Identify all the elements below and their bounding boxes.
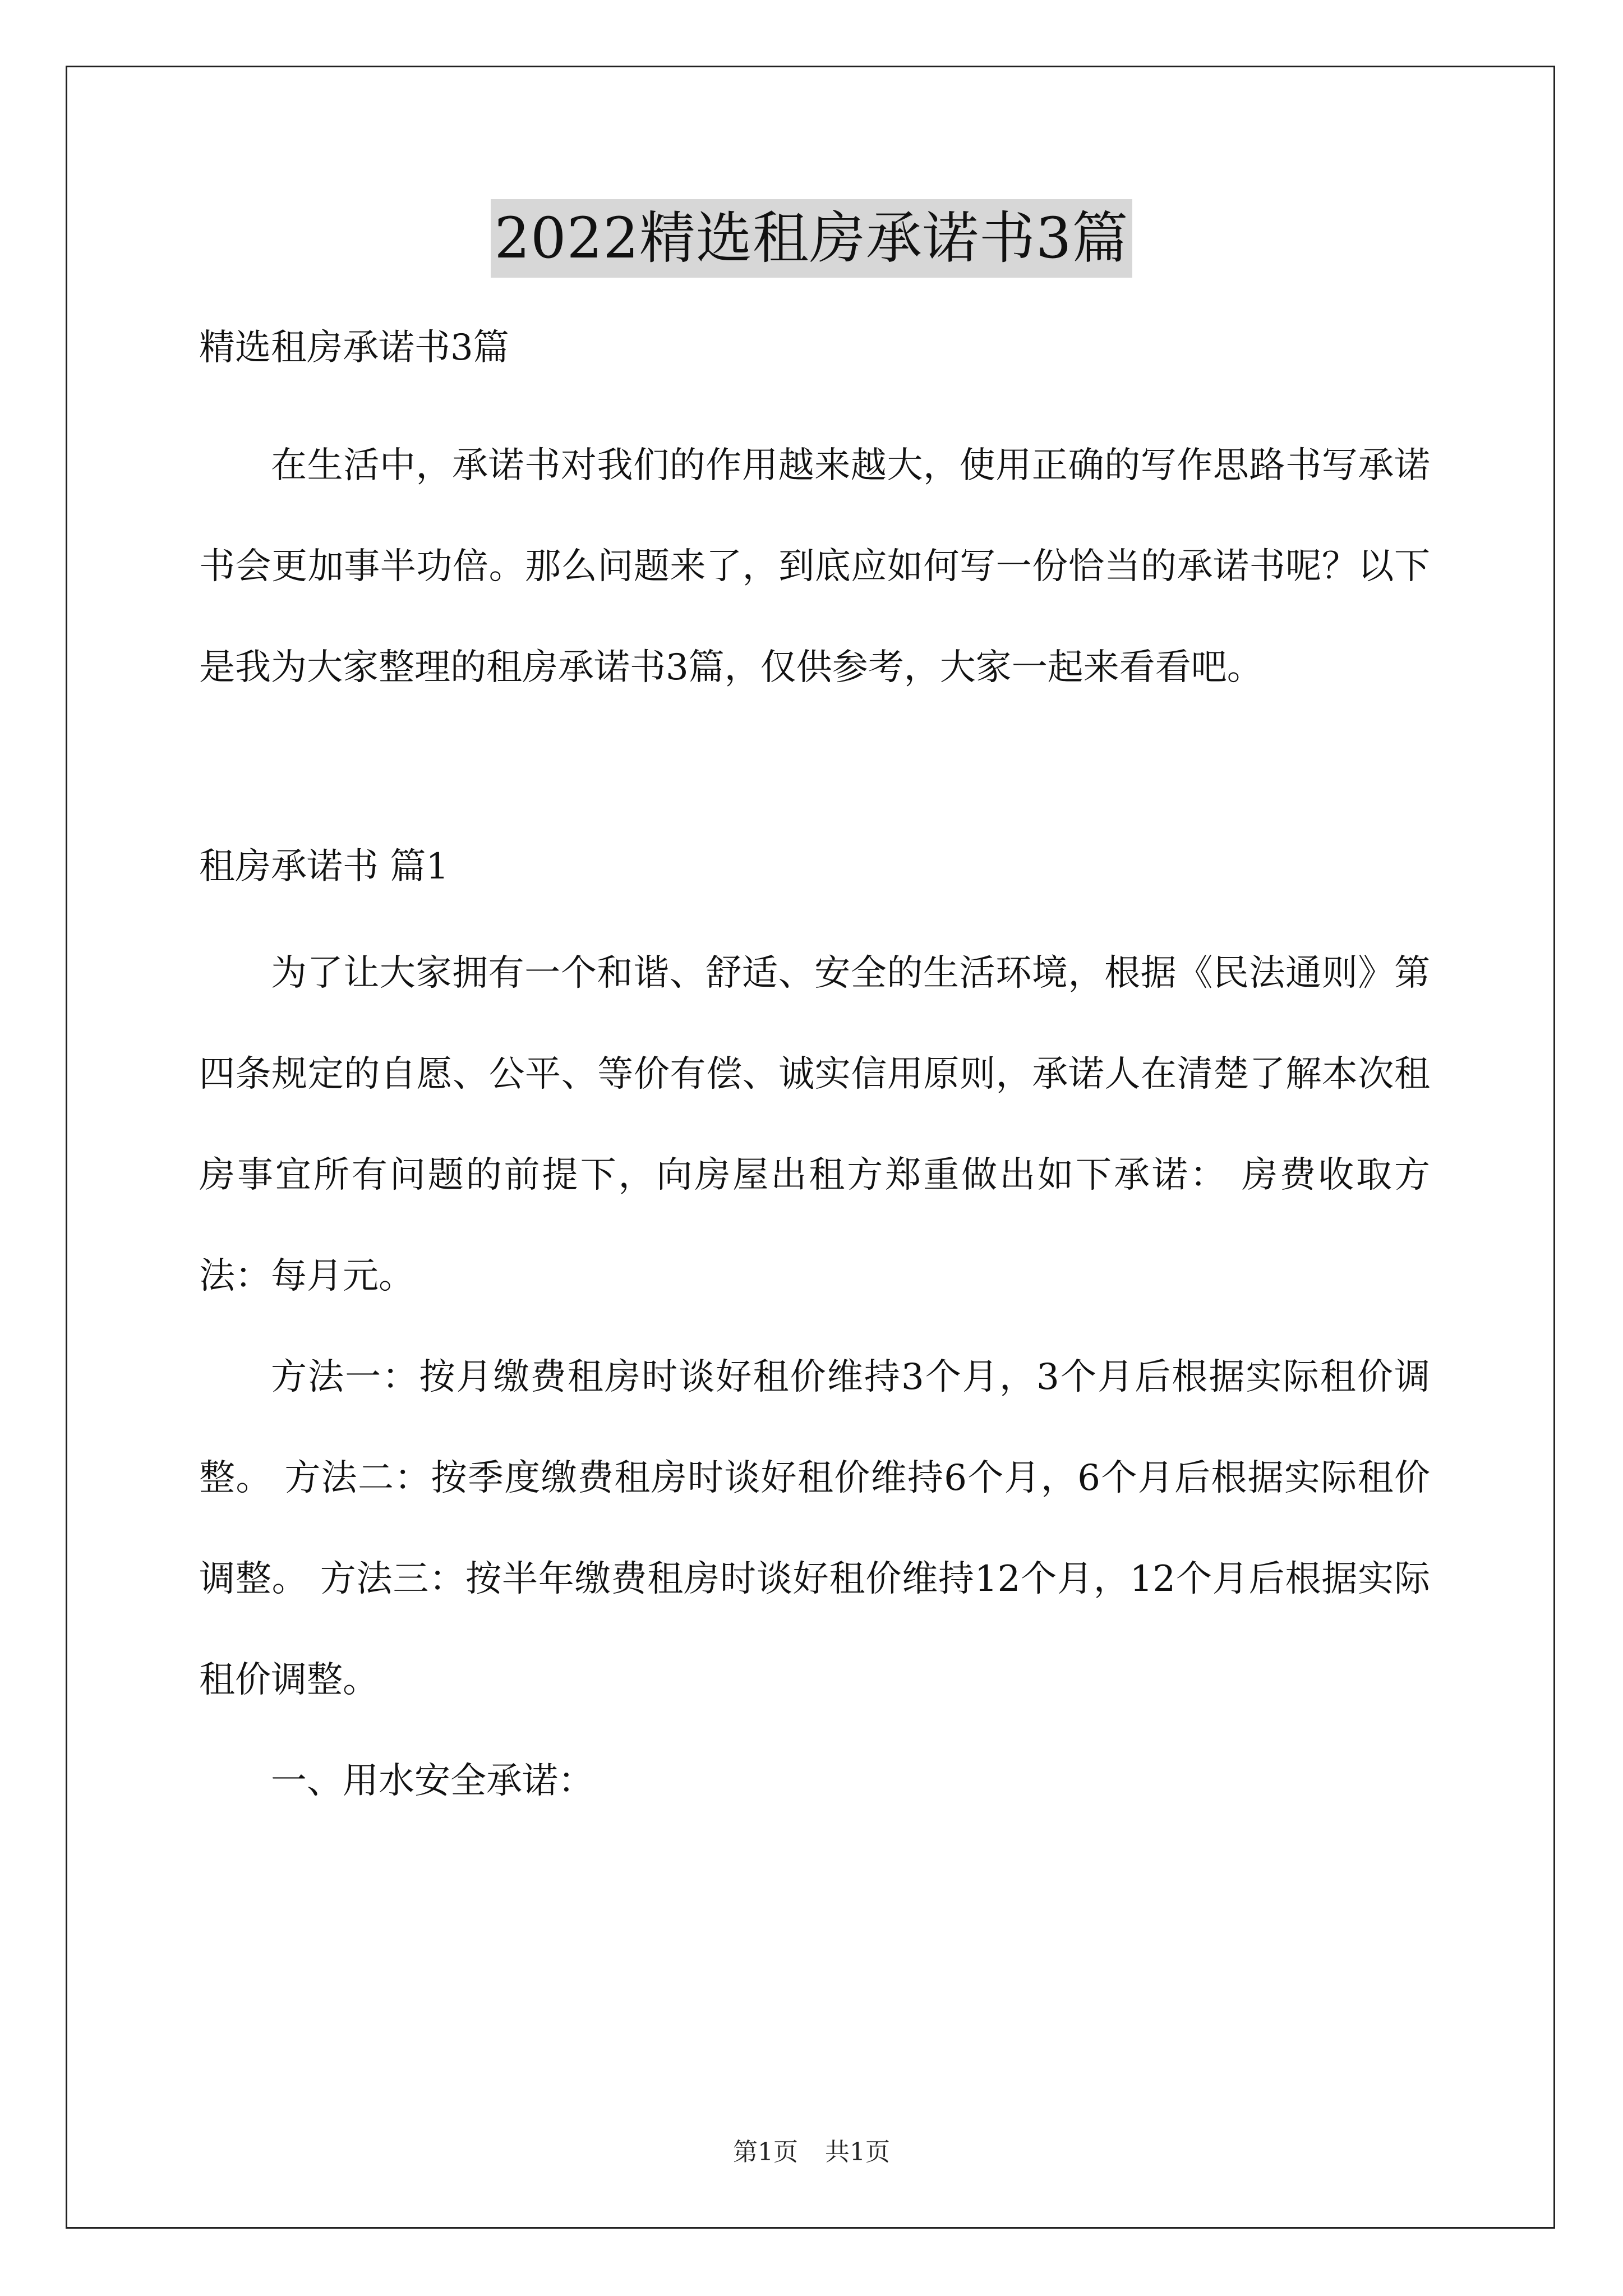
page-total: 共1页 <box>825 2138 890 2166</box>
section-heading: 租房承诺书 篇1 <box>199 846 449 887</box>
title-wrap <box>0 199 1623 278</box>
body-paragraph: 为了让大家拥有一个和谐、舒适、安全的生活环境，根据《民法通则》第四条规定的自愿、公平、等价有偿、诚实信用原则，承诺人在清楚了解本次租房事宜所有问题的前提下，向房屋出租方郑重做出如下承诺： 房费收取方法：每月元。 <box>199 953 1430 1297</box>
document-body <box>199 314 1430 1832</box>
document-subtitle: 精选租房承诺书3篇 <box>199 327 509 369</box>
intro-paragraph: 在生活中，承诺书对我们的作用越来越大，使用正确的写作思路书写承诺书会更加事半功倍。那么问题来了，到底应如何写一份恰当的承诺书呢？以下是我为大家整理的租房承诺书3篇，仅供参考，大家一起来看看吧。 <box>199 445 1430 688</box>
body-paragraph: 一、用水安全承诺： <box>271 1760 594 1802</box>
page-footer <box>0 2132 1623 2168</box>
page-number: 第1页 <box>733 2138 798 2166</box>
body-paragraph: 方法一：按月缴费租房时谈好租价维持3个月，3个月后根据实际租价调整。 方法二：按季度缴费租房时谈好租价维持6个月，6个月后根据实际租价调整。 方法三：按半年缴费租房时谈好租价维持12个月，12个月后根据实际租价调整。 <box>199 1356 1430 1701</box>
document-title: 2022精选租房承诺书3篇 <box>491 199 1132 278</box>
